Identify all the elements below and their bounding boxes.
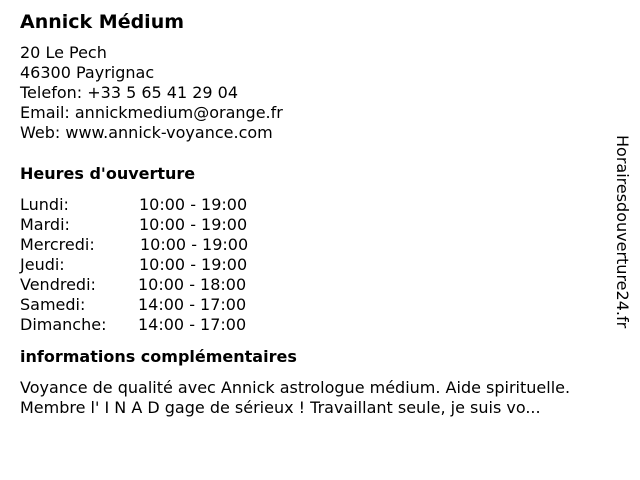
business-name: Annick Médium bbox=[20, 11, 185, 33]
time-range: 10:00 - 19:00 bbox=[139, 255, 248, 274]
description-line-1: Voyance de qualité avec Annick astrologue médium. Aide spirituelle. bbox=[20, 378, 571, 397]
time-range: 10:00 - 18:00 bbox=[138, 275, 247, 294]
web-text: Web: www.annick-voyance.com bbox=[20, 123, 273, 142]
hours-row-dimanche bbox=[20, 315, 610, 335]
day-label: Jeudi: bbox=[20, 255, 65, 274]
business-card bbox=[20, 10, 610, 418]
day-label: Vendredi: bbox=[20, 275, 96, 294]
hours-row-samedi bbox=[20, 295, 610, 315]
hours-row-mercredi bbox=[20, 235, 610, 255]
address-city: 46300 Payrignac bbox=[20, 63, 155, 82]
phone-text: Telefon: +33 5 65 41 29 04 bbox=[20, 83, 239, 102]
contact-block bbox=[20, 43, 610, 143]
hours-row-lundi bbox=[20, 195, 610, 215]
hours-row-vendredi bbox=[20, 275, 610, 295]
time-range: 14:00 - 17:00 bbox=[138, 315, 247, 334]
time-range: 10:00 - 19:00 bbox=[139, 215, 248, 234]
day-label: Mardi: bbox=[20, 215, 70, 234]
email-text: Email: annickmedium@orange.fr bbox=[20, 103, 283, 122]
info-heading: informations complémentaires bbox=[20, 347, 297, 366]
time-range: 10:00 - 19:00 bbox=[139, 195, 248, 214]
address-street: 20 Le Pech bbox=[20, 43, 107, 62]
description-line-2: Membre l' I N A D gage de sérieux ! Travaillant seule, je suis vo... bbox=[20, 398, 541, 417]
day-label: Dimanche: bbox=[20, 315, 107, 334]
hours-row-mardi bbox=[20, 215, 610, 235]
hours-table bbox=[20, 195, 610, 335]
description-text bbox=[20, 378, 610, 418]
time-range: 10:00 - 19:00 bbox=[140, 235, 249, 254]
site-watermark: Horairesdouverture24.fr bbox=[613, 135, 632, 329]
hours-heading: Heures d'ouverture bbox=[20, 164, 196, 183]
hours-row-jeudi bbox=[20, 255, 610, 275]
day-label: Lundi: bbox=[20, 195, 69, 214]
time-range: 14:00 - 17:00 bbox=[138, 295, 247, 314]
day-label: Mercredi: bbox=[20, 235, 95, 254]
day-label: Samedi: bbox=[20, 295, 86, 314]
